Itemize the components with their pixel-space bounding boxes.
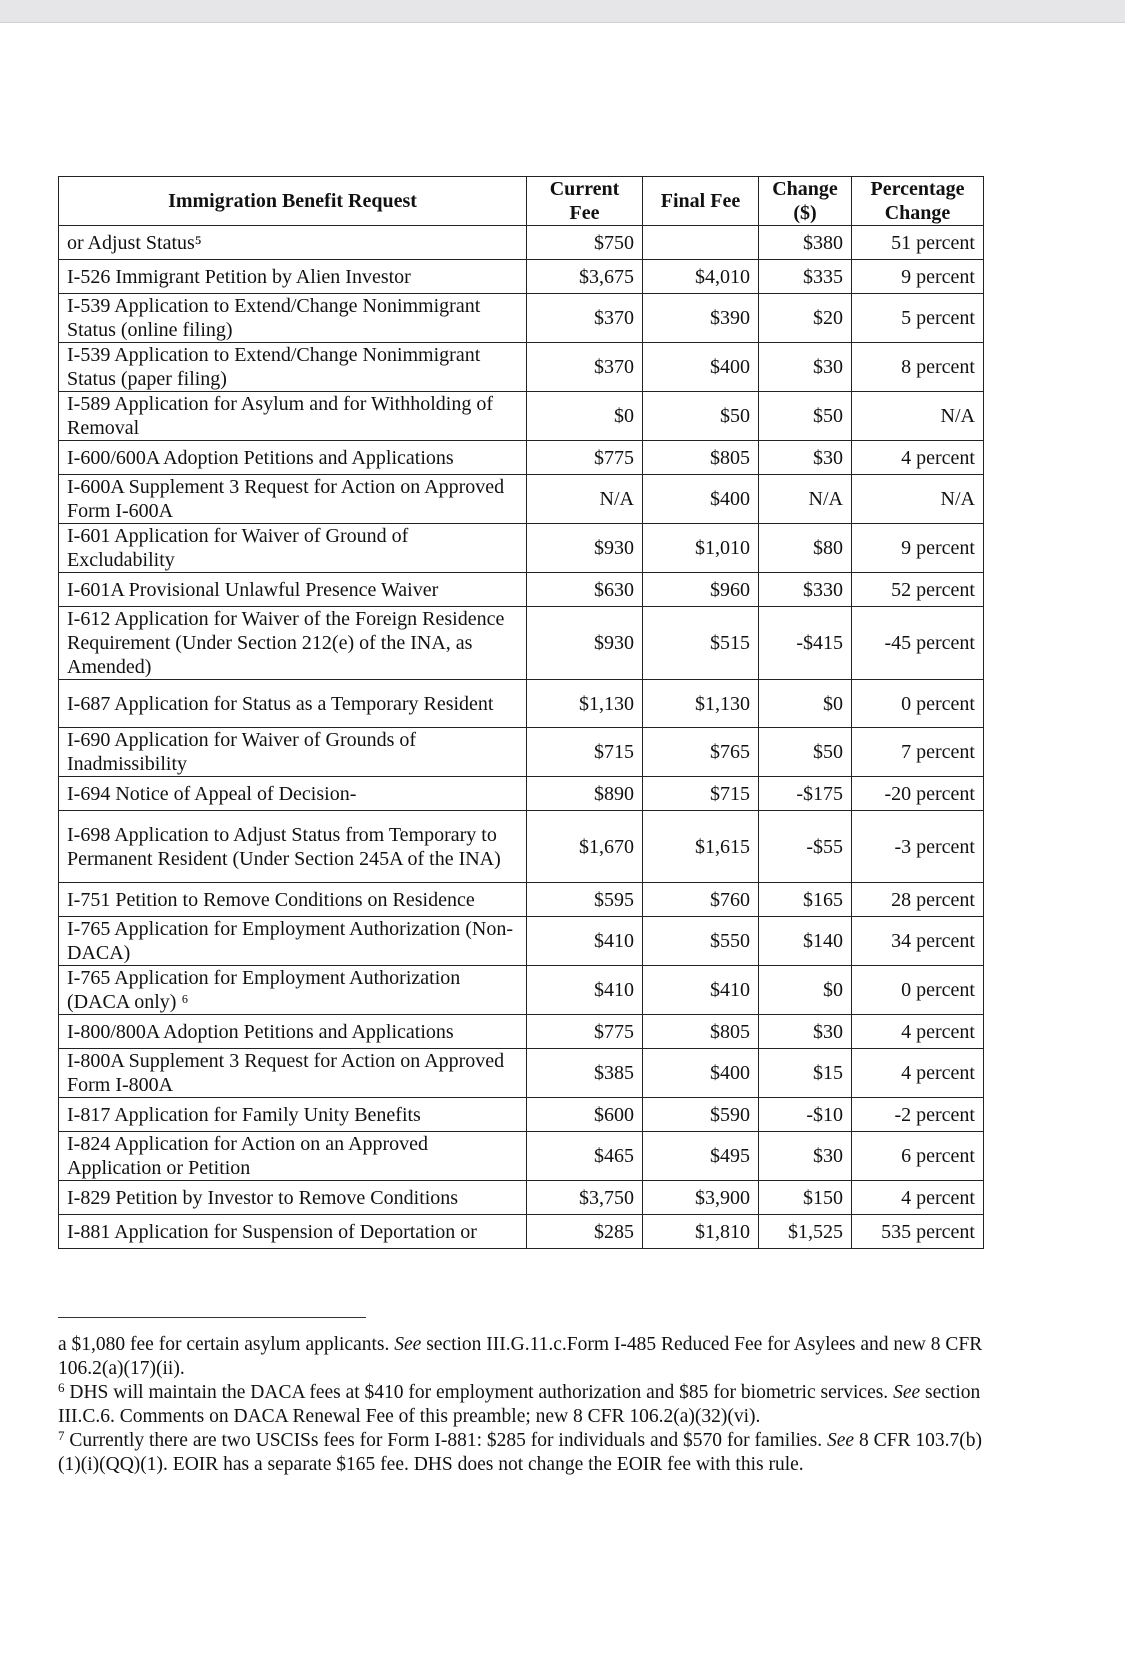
current-fee-cell: $3,750 (527, 1181, 643, 1215)
fee-table (58, 176, 984, 1249)
percentage-change-cell: 9 percent (852, 524, 984, 573)
request-cell: I-600/600A Adoption Petitions and Applications (59, 441, 527, 475)
final-fee-cell: $715 (643, 777, 759, 811)
table-row (59, 680, 984, 728)
change-cell: $140 (759, 917, 852, 966)
change-cell: $0 (759, 680, 852, 728)
current-fee-cell: $930 (527, 607, 643, 680)
request-cell: I-765 Application for Employment Authorization (DACA only) ⁶ (59, 966, 527, 1015)
fee-table-body (59, 226, 984, 1249)
final-fee-cell: $400 (643, 1049, 759, 1098)
percentage-change-cell: 4 percent (852, 1181, 984, 1215)
table-row (59, 777, 984, 811)
footnote-6-marker: 6 (58, 1380, 65, 1395)
current-fee-cell: $0 (527, 392, 643, 441)
request-cell: I-539 Application to Extend/Change Nonimmigrant Status (online filing) (59, 294, 527, 343)
percentage-change-cell: -20 percent (852, 777, 984, 811)
percentage-change-cell: 51 percent (852, 226, 984, 260)
percentage-change-cell: 4 percent (852, 441, 984, 475)
current-fee-cell: $890 (527, 777, 643, 811)
table-row (59, 1015, 984, 1049)
percentage-change-cell: 9 percent (852, 260, 984, 294)
change-cell: $335 (759, 260, 852, 294)
percentage-change-cell: 5 percent (852, 294, 984, 343)
change-cell: $15 (759, 1049, 852, 1098)
final-fee-cell: $400 (643, 475, 759, 524)
footnote-5-continued: a $1,080 fee for certain asylum applicants. See section III.G.11.c.Form I-485 Reduced Fee for Asylees and new 8 CFR 106.2(a)(17)(ii). (58, 1334, 983, 1379)
footnotes (58, 1333, 993, 1477)
percentage-change-cell: 535 percent (852, 1215, 984, 1249)
table-row (59, 441, 984, 475)
current-fee-cell: $465 (527, 1132, 643, 1181)
request-cell: I-829 Petition by Investor to Remove Conditions (59, 1181, 527, 1215)
final-fee-cell: $1,615 (643, 811, 759, 883)
header-row (59, 177, 984, 226)
percentage-change-cell: 7 percent (852, 728, 984, 777)
percentage-change-cell: -45 percent (852, 607, 984, 680)
final-fee-cell: $805 (643, 1015, 759, 1049)
request-cell: I-800/800A Adoption Petitions and Applications (59, 1015, 527, 1049)
percentage-change-cell: 28 percent (852, 883, 984, 917)
change-cell: $1,525 (759, 1215, 852, 1249)
current-fee-cell: $1,130 (527, 680, 643, 728)
table-row (59, 260, 984, 294)
final-fee-cell (643, 226, 759, 260)
percentage-change-cell: 52 percent (852, 573, 984, 607)
header-current-fee: Current Fee (527, 177, 643, 226)
footnote-6: $^6$ DHS will maintain the DACA fees at $410 for employment authorization and $85 for biometric services. See section III.C.6. Comments on DACA Renewal Fee of this preamble; new 8 CFR 106.2(a)(32)(vi). (58, 1380, 981, 1427)
table-row (59, 883, 984, 917)
current-fee-cell: $370 (527, 343, 643, 392)
current-fee-cell: $750 (527, 226, 643, 260)
table-row (59, 607, 984, 680)
final-fee-cell: $1,010 (643, 524, 759, 573)
percentage-change-cell: 34 percent (852, 917, 984, 966)
final-fee-cell: $805 (643, 441, 759, 475)
percentage-change-cell: 0 percent (852, 966, 984, 1015)
table-row (59, 1098, 984, 1132)
percentage-change-cell: 0 percent (852, 680, 984, 728)
percentage-change-cell: 4 percent (852, 1049, 984, 1098)
request-cell: I-800A Supplement 3 Request for Action on Approved Form I-800A (59, 1049, 527, 1098)
request-cell: I-600A Supplement 3 Request for Action on Approved Form I-600A (59, 475, 527, 524)
final-fee-cell: $550 (643, 917, 759, 966)
final-fee-cell: $400 (643, 343, 759, 392)
final-fee-cell: $515 (643, 607, 759, 680)
request-cell: or Adjust Status⁵ (59, 226, 527, 260)
change-cell: $50 (759, 728, 852, 777)
current-fee-cell: $630 (527, 573, 643, 607)
change-cell: -$10 (759, 1098, 852, 1132)
change-cell: $30 (759, 343, 852, 392)
change-cell: $30 (759, 1132, 852, 1181)
table-row (59, 966, 984, 1015)
header-change: Change ($) (759, 177, 852, 226)
current-fee-cell: N/A (527, 475, 643, 524)
change-cell: $0 (759, 966, 852, 1015)
header-request: Immigration Benefit Request (59, 177, 527, 226)
current-fee-cell: $410 (527, 966, 643, 1015)
change-cell: -$55 (759, 811, 852, 883)
change-cell: $80 (759, 524, 852, 573)
request-cell: I-612 Application for Waiver of the Foreign Residence Requirement (Under Section 212(e) of the INA, as Amended) (59, 607, 527, 680)
current-fee-cell: $410 (527, 917, 643, 966)
change-cell: $150 (759, 1181, 852, 1215)
change-cell: N/A (759, 475, 852, 524)
table-row (59, 343, 984, 392)
current-fee-cell: $385 (527, 1049, 643, 1098)
percentage-change-cell: N/A (852, 392, 984, 441)
final-fee-cell: $4,010 (643, 260, 759, 294)
current-fee-cell: $595 (527, 883, 643, 917)
table-row (59, 294, 984, 343)
final-fee-cell: $960 (643, 573, 759, 607)
change-cell: -$415 (759, 607, 852, 680)
final-fee-cell: $1,810 (643, 1215, 759, 1249)
final-fee-cell: $760 (643, 883, 759, 917)
current-fee-cell: $775 (527, 441, 643, 475)
request-cell: I-751 Petition to Remove Conditions on Residence (59, 883, 527, 917)
final-fee-cell: $1,130 (643, 680, 759, 728)
percentage-change-cell: -3 percent (852, 811, 984, 883)
current-fee-cell: $715 (527, 728, 643, 777)
change-cell: $165 (759, 883, 852, 917)
request-cell: I-698 Application to Adjust Status from Temporary to Permanent Resident (Under Section 245A of the INA) (59, 811, 527, 883)
top-toolbar-strip (0, 0, 1125, 22)
request-cell: I-539 Application to Extend/Change Nonimmigrant Status (paper filing) (59, 343, 527, 392)
request-cell: I-824 Application for Action on an Approved Application or Petition (59, 1132, 527, 1181)
table-row (59, 524, 984, 573)
request-cell: I-589 Application for Asylum and for Withholding of Removal (59, 392, 527, 441)
current-fee-cell: $1,670 (527, 811, 643, 883)
table-row (59, 1181, 984, 1215)
request-cell: I-687 Application for Status as a Temporary Resident (59, 680, 527, 728)
table-row (59, 573, 984, 607)
toolbar-divider (0, 22, 1125, 23)
current-fee-cell: $3,675 (527, 260, 643, 294)
header-percentage-change: Percentage Change (852, 177, 984, 226)
request-cell: I-601A Provisional Unlawful Presence Waiver (59, 573, 527, 607)
request-cell: I-817 Application for Family Unity Benefits (59, 1098, 527, 1132)
table-row (59, 392, 984, 441)
final-fee-cell: $3,900 (643, 1181, 759, 1215)
current-fee-cell: $370 (527, 294, 643, 343)
percentage-change-cell: 8 percent (852, 343, 984, 392)
percentage-change-cell: -2 percent (852, 1098, 984, 1132)
final-fee-cell: $50 (643, 392, 759, 441)
change-cell: $330 (759, 573, 852, 607)
percentage-change-cell: 4 percent (852, 1015, 984, 1049)
table-row (59, 811, 984, 883)
current-fee-cell: $600 (527, 1098, 643, 1132)
table-row (59, 1132, 984, 1181)
final-fee-cell: $765 (643, 728, 759, 777)
final-fee-cell: $590 (643, 1098, 759, 1132)
table-row (59, 1049, 984, 1098)
percentage-change-cell: 6 percent (852, 1132, 984, 1181)
change-cell: $20 (759, 294, 852, 343)
current-fee-cell: $775 (527, 1015, 643, 1049)
change-cell: $30 (759, 1015, 852, 1049)
table-row (59, 917, 984, 966)
request-cell: I-881 Application for Suspension of Deportation or (59, 1215, 527, 1249)
table-row (59, 475, 984, 524)
request-cell: I-601 Application for Waiver of Ground of Excludability (59, 524, 527, 573)
change-cell: $50 (759, 392, 852, 441)
request-cell: I-690 Application for Waiver of Grounds of Inadmissibility (59, 728, 527, 777)
change-cell: $380 (759, 226, 852, 260)
request-cell: I-694 Notice of Appeal of Decision- (59, 777, 527, 811)
table-row (59, 728, 984, 777)
percentage-change-cell: N/A (852, 475, 984, 524)
footnote-7: $^7$ Currently there are two USCISs fees for Form I-881: $285 for individuals and $570 for families. See 8 CFR 103.7(b)(1)(i)(QQ)(1). EOIR has a separate $165 fee. DHS does not change the EOIR fee with this rule. (58, 1428, 982, 1475)
header-final-fee: Final Fee (643, 177, 759, 226)
change-cell: -$175 (759, 777, 852, 811)
final-fee-cell: $390 (643, 294, 759, 343)
final-fee-cell: $410 (643, 966, 759, 1015)
table-row (59, 226, 984, 260)
footnote-separator (58, 1317, 366, 1318)
table-row (59, 1215, 984, 1249)
current-fee-cell: $930 (527, 524, 643, 573)
current-fee-cell: $285 (527, 1215, 643, 1249)
request-cell: I-526 Immigrant Petition by Alien Investor (59, 260, 527, 294)
request-cell: I-765 Application for Employment Authorization (Non-DACA) (59, 917, 527, 966)
final-fee-cell: $495 (643, 1132, 759, 1181)
footnote-7-marker: 7 (58, 1428, 65, 1443)
change-cell: $30 (759, 441, 852, 475)
